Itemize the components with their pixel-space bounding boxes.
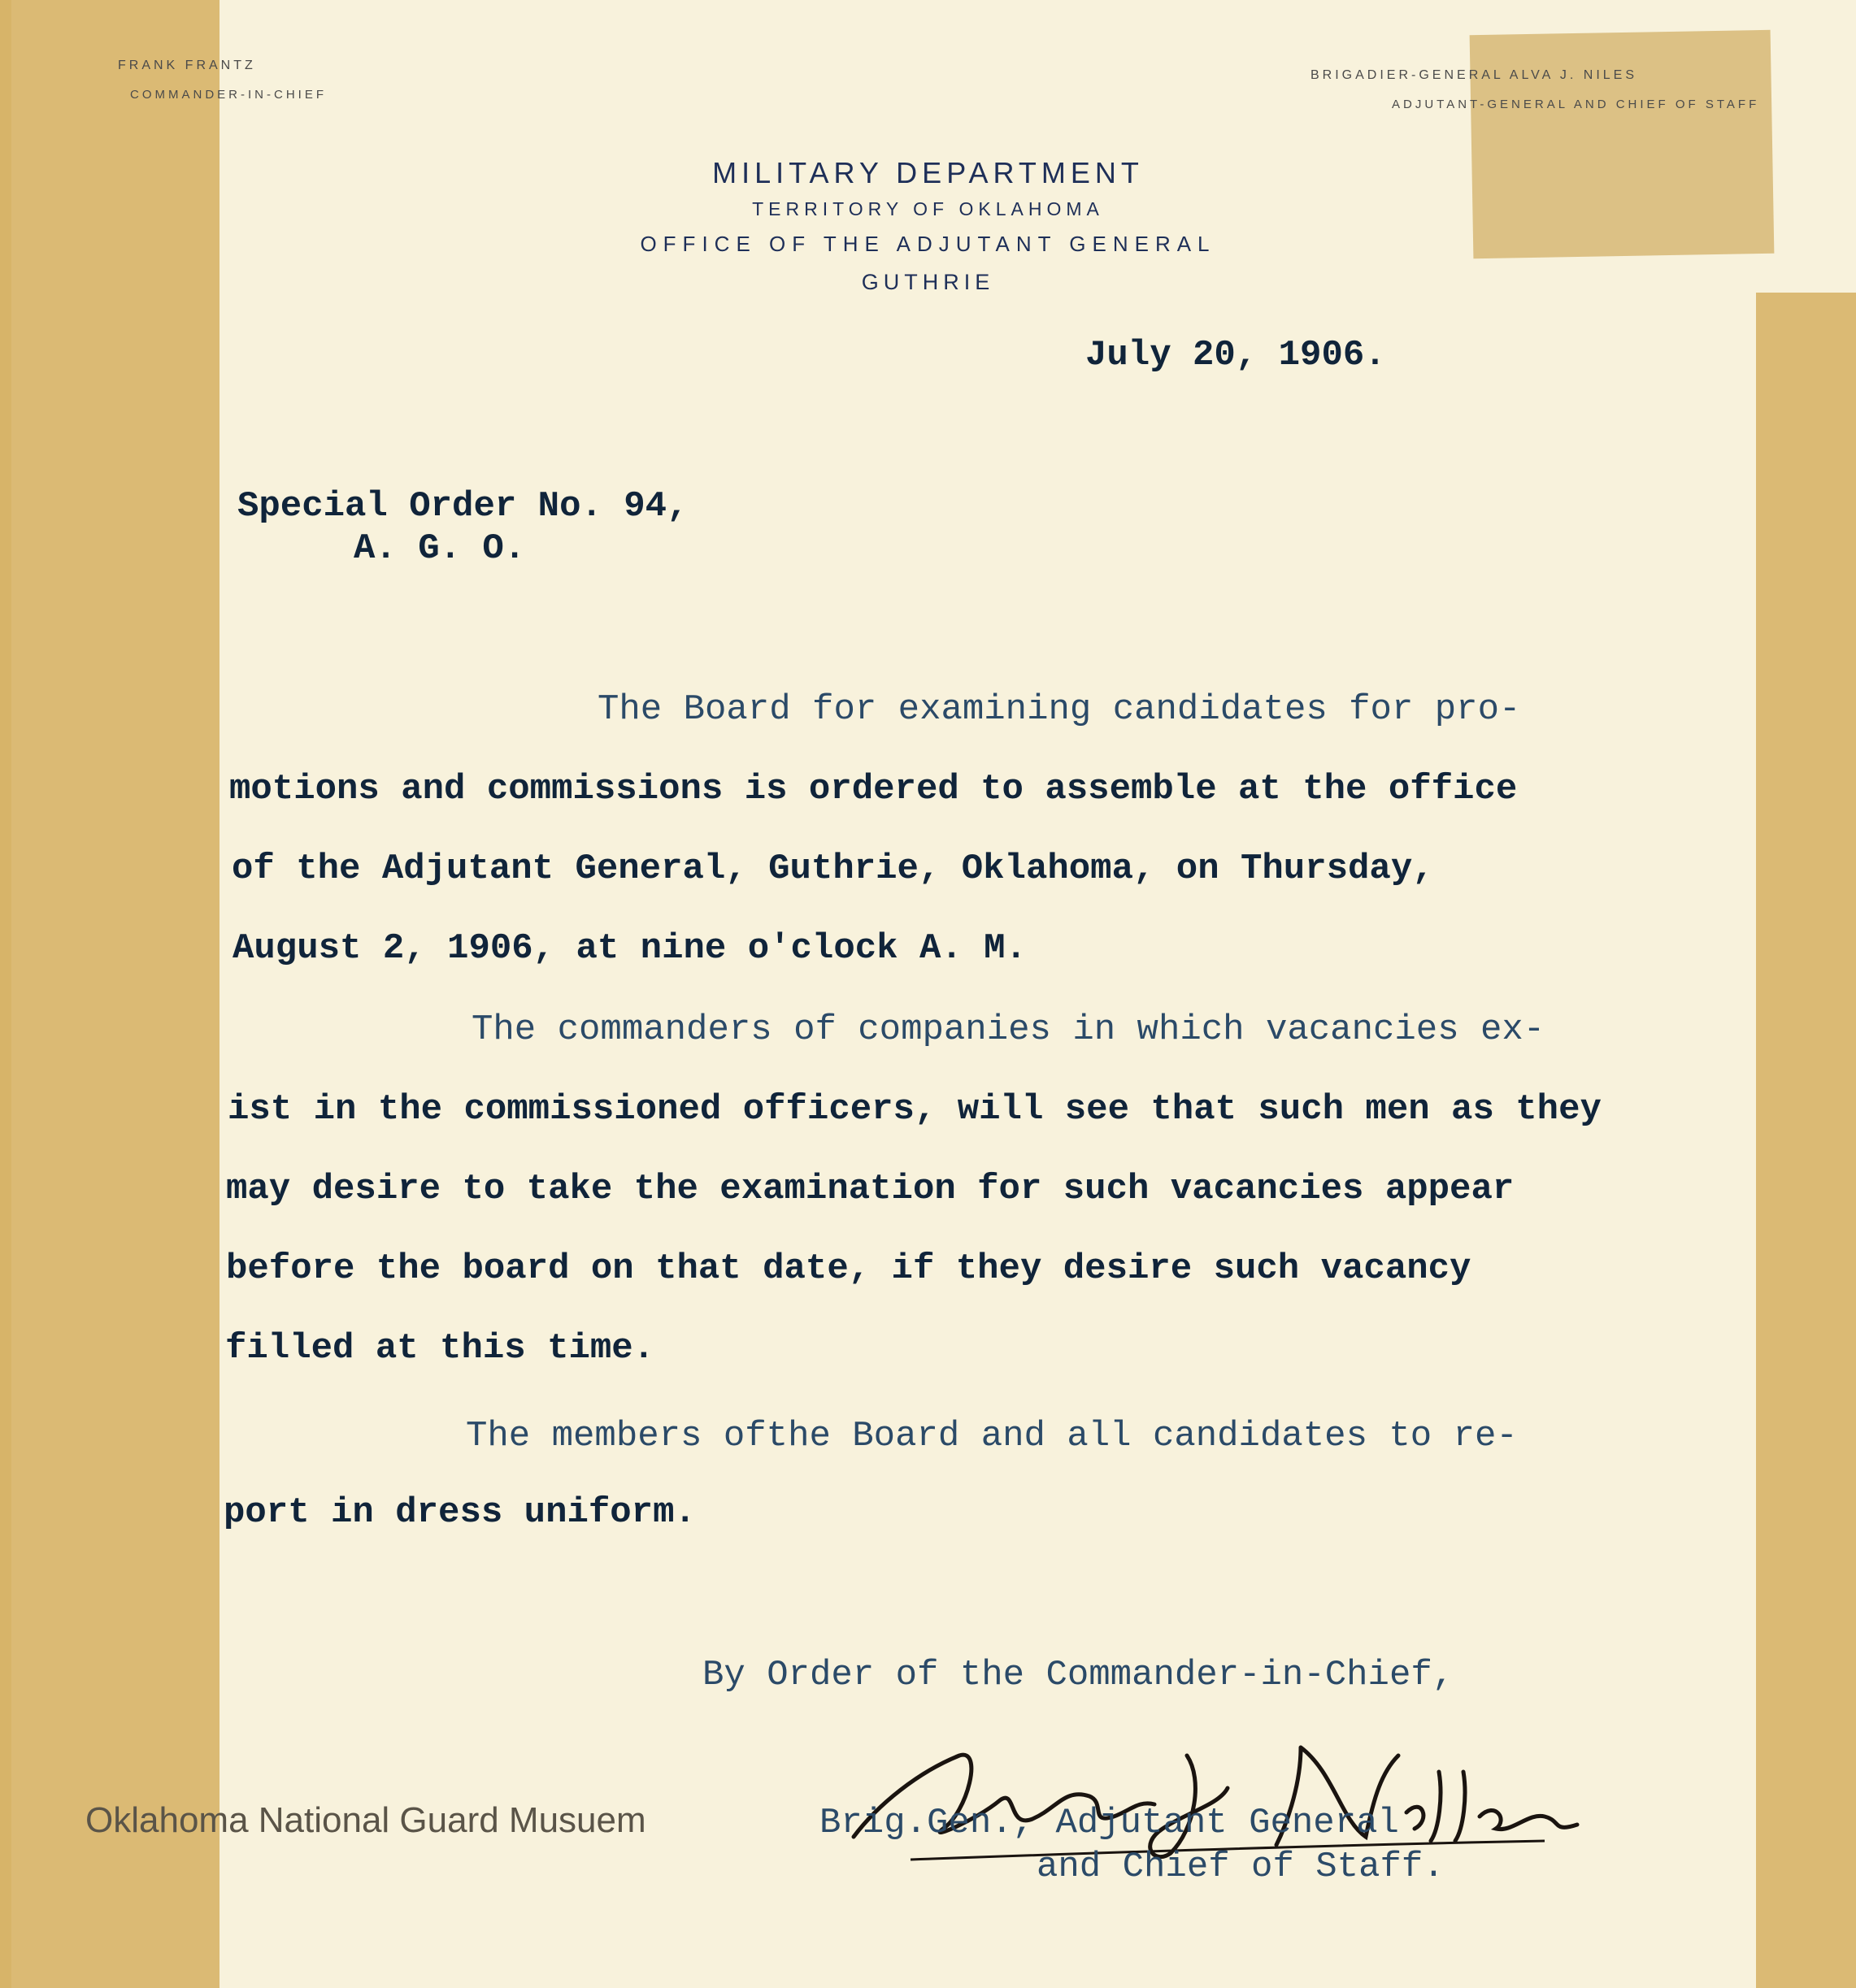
order-sub-line: A. G. O. [354, 528, 526, 569]
paragraph-line: of the Adjutant General, Guthrie, Oklahoma, on Thursday, [232, 849, 1434, 889]
paragraph-line: August 2, 1906, at nine o'clock A. M. [233, 928, 1027, 969]
museum-watermark: Oklahoma National Guard Musuem [85, 1800, 646, 1840]
order-line: Special Order No. 94, [237, 486, 689, 527]
department-title: MILITARY DEPARTMENT [712, 156, 1144, 189]
city-line: GUTHRIE [861, 270, 995, 294]
paragraph-line: ist in the commissioned officers, will see that such men as they [228, 1089, 1602, 1130]
paragraph-line: filled at this time. [225, 1328, 655, 1369]
paragraph-line: The members ofthe Board and all candidates to re- [466, 1416, 1518, 1456]
paragraph-line: motions and commissions is ordered to assemble at the office [229, 769, 1518, 810]
paragraph-line: port in dress uniform. [224, 1492, 696, 1533]
signer-title-line-2: and Chief of Staff. [1037, 1847, 1445, 1887]
letter-date: July 20, 1906. [1085, 335, 1386, 375]
paragraph-line: before the board on that date, if they desire such vacancy [226, 1248, 1471, 1289]
tape-strip-left [0, 0, 220, 1988]
tape-strip-right [1756, 293, 1856, 1988]
letterhead-left-title: COMMANDER-IN-CHIEF [130, 88, 327, 102]
paragraph-line: may desire to take the examination for such vacancies appear [226, 1169, 1515, 1209]
letterhead-right-title: ADJUTANT-GENERAL AND CHIEF OF STAFF [1392, 98, 1760, 111]
paragraph-line: The Board for examining candidates for pro- [598, 689, 1521, 730]
signer-title-line-1: Brig.Gen., Adjutant General [819, 1803, 1399, 1843]
paragraph-line: The commanders of companies in which vacancies ex- [472, 1009, 1545, 1050]
letterhead-right-name: BRIGADIER-GENERAL ALVA J. NILES [1311, 68, 1638, 82]
office-line: OFFICE OF THE ADJUTANT GENERAL [640, 232, 1216, 256]
tape-patch-top-right [1470, 30, 1775, 258]
closing-line: By Order of the Commander-in-Chief, [702, 1655, 1454, 1695]
letterhead-left-name: FRANK FRANTZ [118, 59, 256, 72]
territory-line: TERRITORY OF OKLAHOMA [752, 198, 1104, 219]
